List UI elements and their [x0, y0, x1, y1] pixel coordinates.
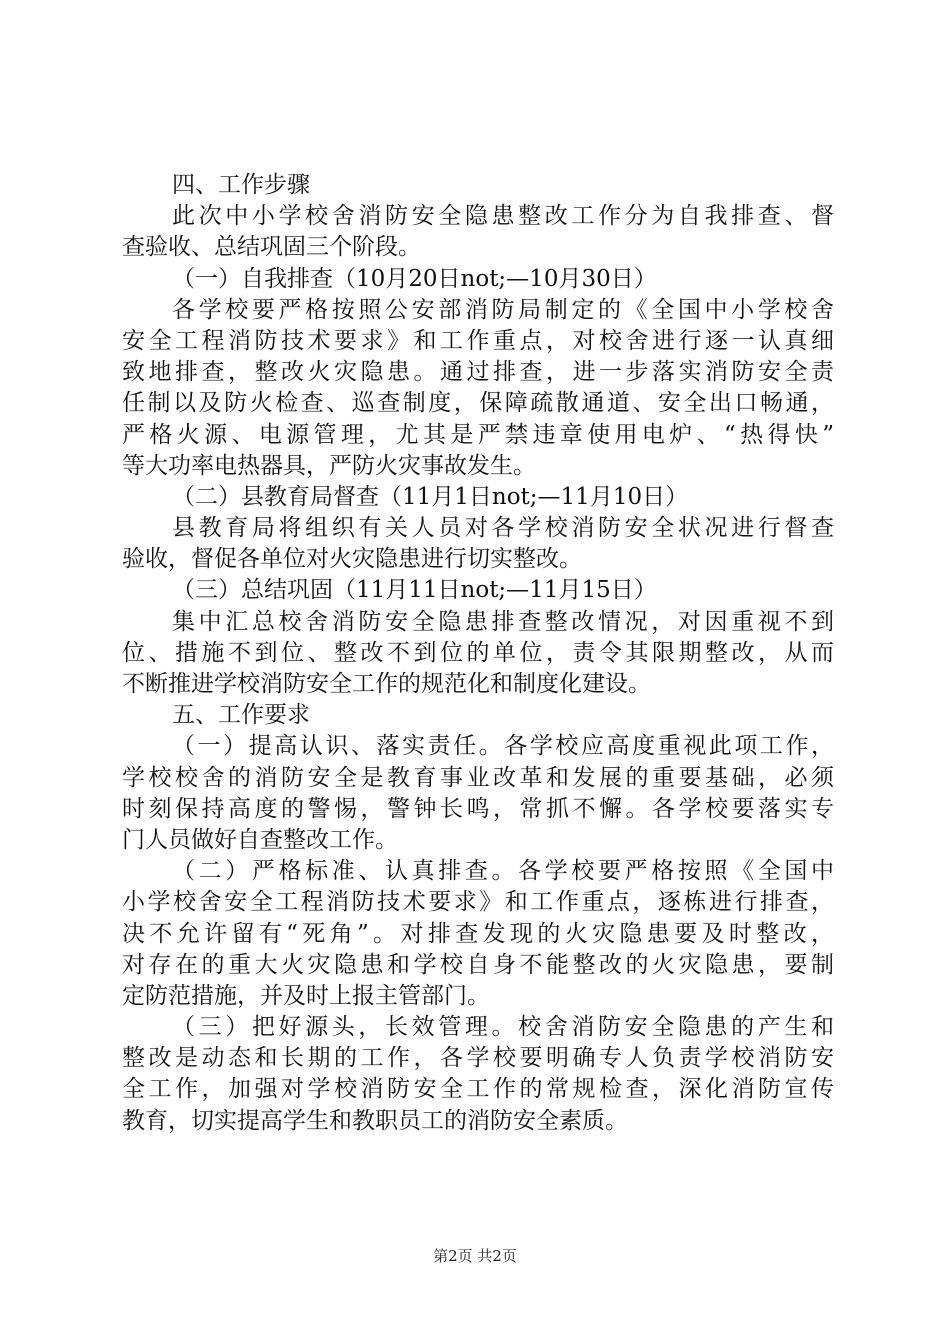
text-line: 全工作，加强对学校消防安全工作的常规检查，深化消防宣传: [122, 1076, 834, 1103]
text-line: 五、工作要求: [172, 702, 310, 729]
text-line: 安全工程消防技术要求》和工作重点，对校舍进行逐一认真细: [122, 327, 834, 354]
text-line: （三）把好源头，长效管理。校舍消防安全隐患的产生和: [172, 1014, 834, 1041]
text-line: （一）提高认识、落实责任。各学校应高度重视此项工作，: [172, 733, 834, 760]
text-line: 教育，切实提高学生和教职员工的消防安全素质。: [122, 1107, 628, 1134]
text-line: 定防范措施，并及时上报主管部门。: [122, 982, 490, 1009]
text-line: 门人员做好自查整改工作。: [122, 826, 398, 853]
text-line: 等大功率电热器具，严防火灾事故发生。: [122, 452, 536, 479]
text-line: 四、工作步骤: [172, 172, 310, 198]
text-line: （二）严格标准、认真排查。各学校要严格按照《全国中: [172, 858, 834, 885]
text-line: 任制以及防火检查、巡查制度，保障疏散通道、安全出口畅通，: [122, 390, 834, 417]
page-footer: 第2页 共2页: [433, 1247, 517, 1265]
text-line: （三）总结巩固（11月11日not;—11月15日）: [172, 577, 657, 604]
text-line: （二）县教育局督查（11月1日not;—11月10日）: [172, 483, 689, 510]
text-line: （一）自我排查（10月20日not;—10月30日）: [172, 265, 657, 292]
text-line: 学校校舍的消防安全是教育事业改革和发展的重要基础，必须: [122, 764, 834, 791]
text-line: 致地排查，整改火灾隐患。通过排查，进一步落实消防安全责: [122, 359, 834, 386]
text-line: 时刻保持高度的警惕，警钟长鸣，常抓不懈。各学校要落实专: [122, 795, 834, 822]
text-line: 查验收、总结巩固三个阶段。: [122, 234, 421, 261]
text-line: 各学校要严格按照公安部消防局制定的《全国中小学校舍: [172, 296, 834, 323]
text-line: 位、措施不到位、整改不到位的单位，责令其限期整改，从而: [122, 639, 834, 666]
text-line: 决不允许留有“死角”。对排查发现的火灾隐患要及时整改，: [122, 920, 834, 947]
text-line: 县教育局将组织有关人员对各学校消防安全状况进行督查: [172, 515, 834, 542]
text-line: 验收，督促各单位对火灾隐患进行切实整改。: [122, 546, 582, 573]
text-line: 小学校舍安全工程消防技术要求》和工作重点，逐栋进行排查，: [122, 889, 834, 916]
document-body: [122, 170, 834, 1137]
text-line: 整改是动态和长期的工作，各学校要明确专人负责学校消防安: [122, 1045, 834, 1072]
text-line: 不断推进学校消防安全工作的规范化和制度化建设。: [122, 671, 651, 697]
text-line: 此次中小学校舍消防安全隐患整改工作分为自我排查、督: [172, 203, 834, 230]
text-line: 对存在的重大火灾隐患和学校自身不能整改的火灾隐患，要制: [122, 951, 834, 978]
text-line: 严格火源、电源管理，尤其是严禁违章使用电炉、“热得快”: [122, 421, 834, 448]
text-line: 集中汇总校舍消防安全隐患排查整改情况，对因重视不到: [172, 608, 834, 635]
